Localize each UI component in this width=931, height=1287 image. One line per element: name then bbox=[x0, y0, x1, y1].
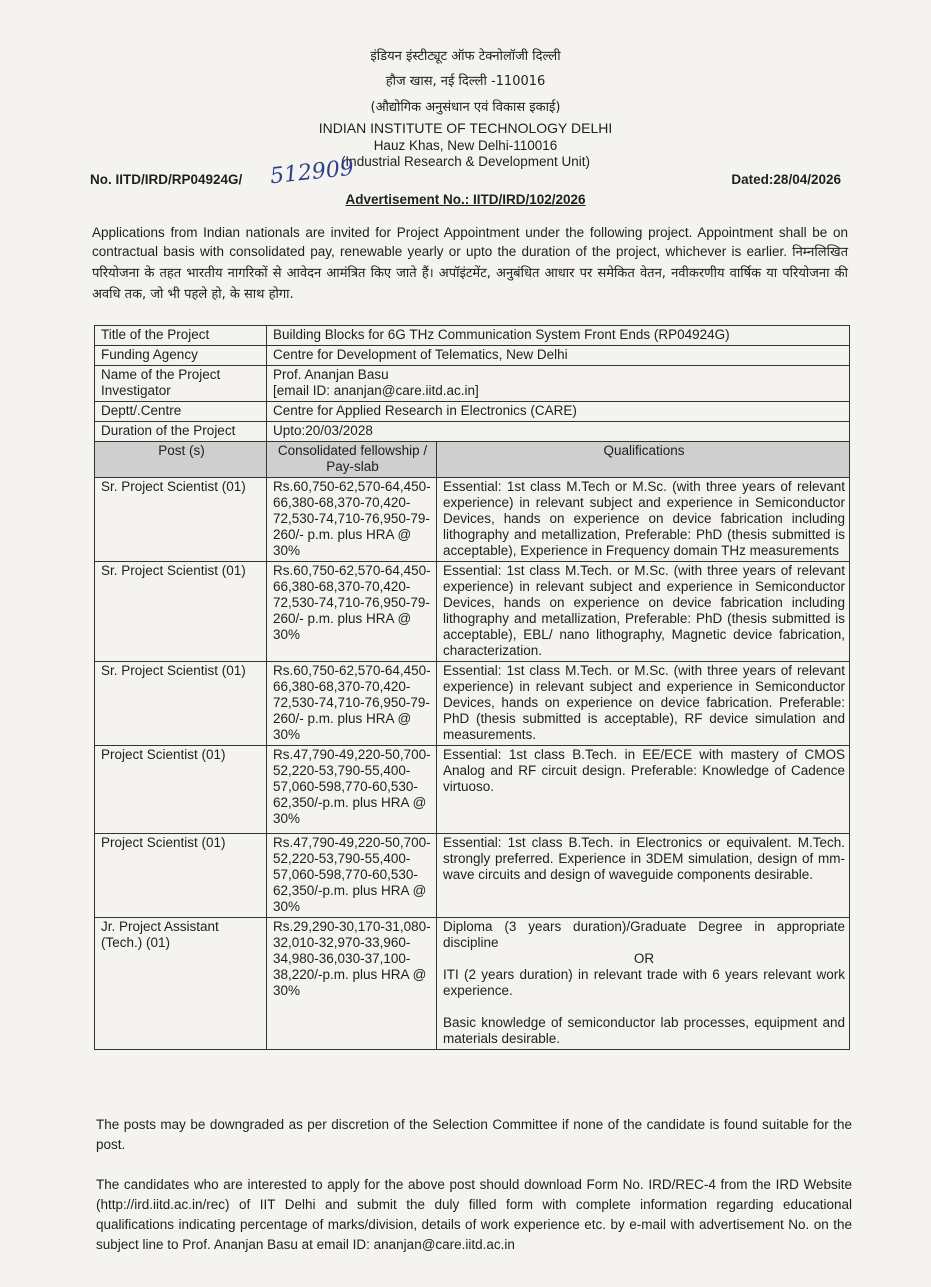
post-cell: Sr. Project Scientist (01) bbox=[95, 662, 267, 746]
qualification-cell: Essential: 1st class M.Tech or M.Sc. (with three years of relevant experience) in relevant subject and experience in Semiconductor Devices, hands on experience on device fabrication including lithography and metallization, Preferable: PhD (thesis submitted is acceptable), Experience in Frequency domain THz measurements bbox=[437, 478, 850, 562]
advertisement-text: Advertisement No.: IITD/IRD/102/2026 bbox=[345, 192, 586, 207]
pay-cell: Rs.60,750-62,570-64,450-66,380-68,370-70,420-72,530-74,710-76,950-79-260/- p.m. plus HRA @ 30% bbox=[267, 478, 437, 562]
table-row bbox=[95, 834, 850, 918]
qualification-cell: Essential: 1st class M.Tech. or M.Sc. (with three years of relevant experience) in relevant subject and experience in Semiconductor Devices, hands on experience on device fabrication. Preferable: PhD (thesis submitted is acceptable), RF device simulation and measurements. bbox=[437, 662, 850, 746]
application-instructions: The candidates who are interested to apply for the above post should download Form No. IRD/REC-4 from the IRD Website (http://ird.iitd.ac.in/rec) of IIT Delhi and submit the duly filled form with complete information regarding educational qualifications indicating percentage of marks/division, details of work experience etc. by e-mail with advertisement No. on the subject line to Prof. Ananjan Basu at email ID: ananjan@care.iitd.ac.in bbox=[96, 1177, 852, 1252]
funding-agency-row bbox=[95, 346, 850, 366]
post-cell: Project Scientist (01) bbox=[95, 746, 267, 834]
qualification-option-a: Diploma (3 years duration)/Graduate Degree in appropriate discipline bbox=[443, 919, 845, 950]
value-cell: Upto:20/03/2028 bbox=[267, 422, 850, 442]
qualification-cell: Essential: 1st class B.Tech. in EE/ECE with mastery of CMOS Analog and RF circuit design. Preferable: Knowledge of Cadence virtuoso. bbox=[437, 746, 850, 834]
post-cell: Jr. Project Assistant (Tech.) (01) bbox=[95, 918, 267, 1050]
date-label: Dated:28/04/2026 bbox=[731, 172, 841, 187]
posts-table bbox=[94, 325, 850, 1050]
value-cell: Building Blocks for 6G THz Communication System Front Ends (RP04924G) bbox=[267, 326, 850, 346]
header-fellowship: Consolidated fellowship / Pay-slab bbox=[267, 442, 437, 478]
project-title-row bbox=[95, 326, 850, 346]
pay-cell: Rs.60,750-62,570-64,450-66,380-68,370-70,420-72,530-74,710-76,950-79-260/- p.m. plus HRA @ 30% bbox=[267, 562, 437, 662]
investigator-row bbox=[95, 366, 850, 402]
qualification-cell: Essential: 1st class M.Tech. or M.Sc. (with three years of relevant experience) in relevant subject and experience in Semiconductor Devices, hands on experience on device fabrication including lithography and metallization, Preferable: PhD (thesis submitted is acceptable), EBL/ nano lithography, Magnetic device fabrication, characterization. bbox=[437, 562, 850, 662]
pi-email: [email ID: ananjan@care.iitd.ac.in] bbox=[273, 383, 479, 398]
label-cell: Funding Agency bbox=[95, 346, 267, 366]
table-header-row bbox=[95, 442, 850, 478]
advertisement-number bbox=[0, 192, 931, 207]
pay-cell: Rs.47,790-49,220-50,700-52,220-53,790-55,400-57,060-598,770-60,530-62,350/-p.m. plus HRA @ 30% bbox=[267, 746, 437, 834]
table-row bbox=[95, 662, 850, 746]
value-cell bbox=[267, 366, 850, 402]
institute-address-english: Hauz Khas, New Delhi-110016 bbox=[373, 138, 558, 153]
value-cell: Centre for Applied Research in Electronics (CARE) bbox=[267, 402, 850, 422]
qualification-cell bbox=[437, 918, 850, 1050]
department-row bbox=[95, 402, 850, 422]
post-cell: Sr. Project Scientist (01) bbox=[95, 562, 267, 662]
reference-number: No. IITD/IRD/RP04924G/ bbox=[90, 172, 243, 187]
unit-name-english: (Industrial Research & Development Unit) bbox=[340, 154, 591, 169]
unit-name-hindi: (औद्योगिक अनुसंधान एवं विकास इकाई) bbox=[370, 100, 561, 115]
duration-row bbox=[95, 422, 850, 442]
intro-paragraph bbox=[92, 223, 848, 305]
label-cell: Deptt/.Centre bbox=[95, 402, 267, 422]
intro-english: Applications from Indian nationals are invited for Project Appointment under the following project. Appointment shall be on contractual basis with consolidated pay, renewable yearly or upto the duration of the project, whichever is earlier. bbox=[92, 225, 848, 259]
header-post: Post (s) bbox=[95, 442, 267, 478]
qualification-or: OR bbox=[633, 951, 655, 966]
handwritten-number: 512909 bbox=[268, 155, 356, 190]
institute-name-hindi: इंडियन इंस्टीट्यूट ऑफ टेक्नोलॉजी दिल्ली bbox=[370, 49, 561, 64]
intro-hindi: निम्नलिखित परियोजना के तहत भारतीय नागरिकों से आवेदन आमंत्रित किए जाते हैं। अपॉइंटमेंट, अनुबंधित आधार पर समेकित वेतन, नवीकरणीय वार्षिक या परियोजना की अवधि तक, जो भी पहले हो, के साथ होगा. bbox=[92, 245, 848, 302]
institute-address-hindi: हौज खास, नई दिल्ली -110016 bbox=[385, 74, 546, 89]
label-cell: Title of the Project bbox=[95, 326, 267, 346]
table-row bbox=[95, 562, 850, 662]
table-row bbox=[95, 918, 850, 1050]
pay-cell: Rs.60,750-62,570-64,450-66,380-68,370-70,420-72,530-74,710-76,950-79-260/- p.m. plus HRA @ 30% bbox=[267, 662, 437, 746]
pi-name: Prof. Ananjan Basu bbox=[273, 367, 389, 382]
label-cell: Name of the Project Investigator bbox=[95, 366, 267, 402]
pay-cell: Rs.29,290-30,170-31,080-32,010-32,970-33,960-34,980-36,030-37,100-38,220/-p.m. plus HRA @ 30% bbox=[267, 918, 437, 1050]
downgrade-note: The posts may be downgraded as per discretion of the Selection Committee if none of the candidate is found suitable for the post. bbox=[96, 1117, 852, 1152]
pay-cell: Rs.47,790-49,220-50,700-52,220-53,790-55,400-57,060-598,770-60,530-62,350/-p.m. plus HRA @ 30% bbox=[267, 834, 437, 918]
qualification-cell: Essential: 1st class B.Tech. in Electronics or equivalent. M.Tech. strongly preferred. Experience in 3DEM simulation, design of mm-wave circuits and design of waveguide components desirable. bbox=[437, 834, 850, 918]
post-cell: Project Scientist (01) bbox=[95, 834, 267, 918]
value-cell: Centre for Development of Telematics, New Delhi bbox=[267, 346, 850, 366]
qualification-option-b: ITI (2 years duration) in relevant trade with 6 years relevant work experience. bbox=[443, 967, 845, 998]
table-row bbox=[95, 746, 850, 834]
label-cell: Duration of the Project bbox=[95, 422, 267, 442]
institute-name-english: INDIAN INSTITUTE OF TECHNOLOGY DELHI bbox=[318, 120, 613, 136]
table-row bbox=[95, 478, 850, 562]
qualification-option-c: Basic knowledge of semiconductor lab processes, equipment and materials desirable. bbox=[443, 1015, 845, 1046]
post-cell: Sr. Project Scientist (01) bbox=[95, 478, 267, 562]
header-qualifications: Qualifications bbox=[437, 442, 850, 478]
